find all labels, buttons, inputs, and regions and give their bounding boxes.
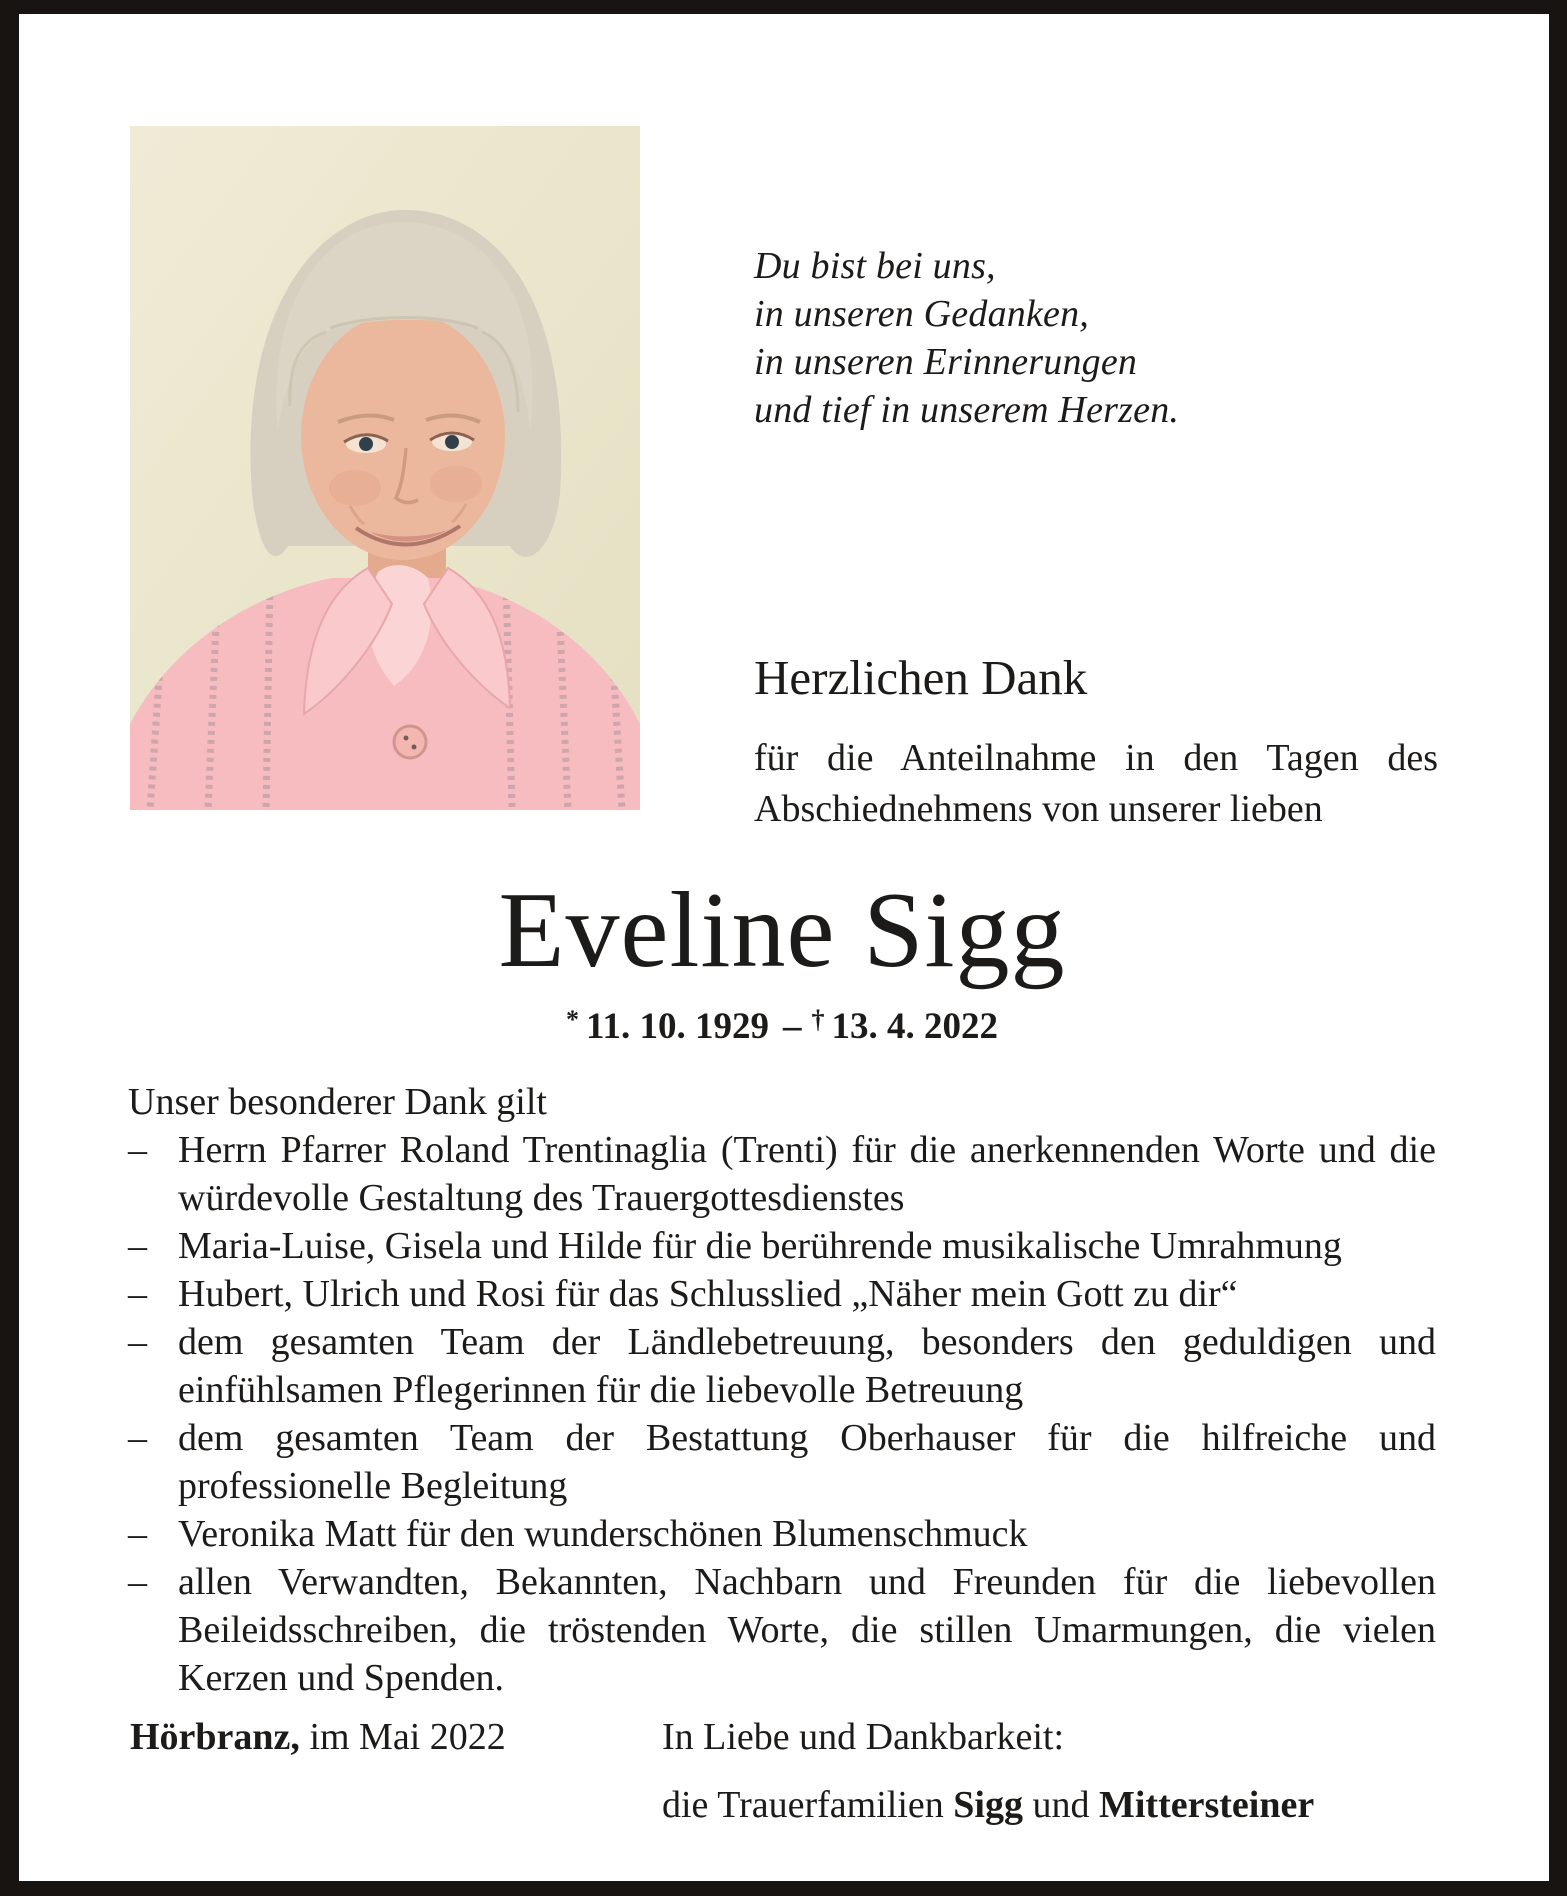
footer-families: [662, 1780, 1314, 1830]
dash-marker: –: [128, 1273, 147, 1315]
life-dates: [128, 998, 1436, 1049]
families-prefix: die Trauerfamilien: [662, 1784, 944, 1826]
list-item-text: dem gesamten Team der Bestattung Oberhauser für die hilfreiche und professionelle Begleitung: [178, 1417, 1436, 1507]
special-thanks-list: [128, 1126, 1436, 1702]
dash-marker: –: [128, 1225, 147, 1267]
death-date: 13. 4. 2022: [831, 1006, 998, 1047]
quote-line: in unseren Erinnerungen: [754, 341, 1138, 383]
dash-marker: –: [128, 1129, 147, 1171]
list-item: [128, 1558, 1436, 1702]
memorial-quote: [754, 242, 1179, 434]
portrait-button: [394, 726, 426, 758]
quote-line: Du bist bei uns,: [754, 245, 996, 287]
portrait-photo: [130, 126, 640, 810]
list-item: [128, 1318, 1436, 1414]
portrait-illustration: [130, 126, 640, 810]
list-item: [128, 1270, 1436, 1318]
death-dagger-symbol: †: [811, 1005, 825, 1034]
quote-line: in unseren Gedanken,: [754, 293, 1089, 335]
issue-date: im Mai 2022: [309, 1716, 506, 1758]
list-item-text: Hubert, Ulrich und Rosi für das Schlusslied „Näher mein Gott zu dir“: [178, 1273, 1238, 1315]
family-name-sigg: Sigg: [953, 1784, 1023, 1826]
dash-marker: –: [128, 1417, 147, 1459]
list-item-text: Herrn Pfarrer Roland Trentinaglia (Trenti) für die anerkennenden Worte und die würdevolle Gestaltung des Trauergottesdienstes: [178, 1129, 1436, 1219]
portrait-face: [301, 312, 505, 560]
dash-marker: –: [128, 1321, 147, 1363]
dash-marker: –: [128, 1513, 147, 1555]
place-name: Hörbranz,: [130, 1716, 300, 1758]
birth-date: 11. 10. 1929: [586, 1006, 769, 1047]
family-name-mittersteiner: Mittersteiner: [1098, 1784, 1315, 1826]
footer-closing: In Liebe und Dankbarkeit:: [662, 1716, 1065, 1758]
deceased-name: Eveline Sigg: [498, 871, 1066, 990]
thanks-intro: für die Anteilnahme in den Tagen des Abschiednehmens von unserer lieben: [754, 737, 1438, 830]
list-item-text: Maria-Luise, Gisela und Hilde für die berührende musikalische Umrahmung: [178, 1225, 1342, 1267]
thanks-heading: Herzlichen Dank: [754, 650, 1088, 705]
portrait-cheek-right: [430, 466, 482, 502]
footer-place-date: [130, 1712, 506, 1762]
portrait-cheek-left: [329, 470, 381, 506]
list-item: [128, 1510, 1436, 1558]
list-item-text: Veronika Matt für den wunderschönen Blumenschmuck: [178, 1513, 1028, 1555]
families-conjunction: und: [1032, 1784, 1090, 1826]
list-item-text: allen Verwandten, Bekannten, Nachbarn und Freunden für die liebevollen Beileidsschreiben, die tröstenden Worte, die stillen Umarmungen, die vielen Kerzen und Spenden.: [178, 1561, 1436, 1699]
birth-star-symbol: *: [566, 1005, 580, 1034]
date-separator: –: [782, 1006, 802, 1047]
list-item: [128, 1222, 1436, 1270]
list-item-text: dem gesamten Team der Ländlebetreuung, besonders den geduldigen und einfühlsamen Pflegerinnen für die liebevolle Betreuung: [178, 1321, 1436, 1411]
special-thanks-heading: Unser besonderer Dank gilt: [128, 1081, 547, 1123]
list-item: [128, 1414, 1436, 1510]
list-item: [128, 1126, 1436, 1222]
quote-line: und tief in unserem Herzen.: [754, 389, 1180, 431]
special-thanks-section: [128, 1078, 1436, 1702]
dash-marker: –: [128, 1561, 147, 1603]
